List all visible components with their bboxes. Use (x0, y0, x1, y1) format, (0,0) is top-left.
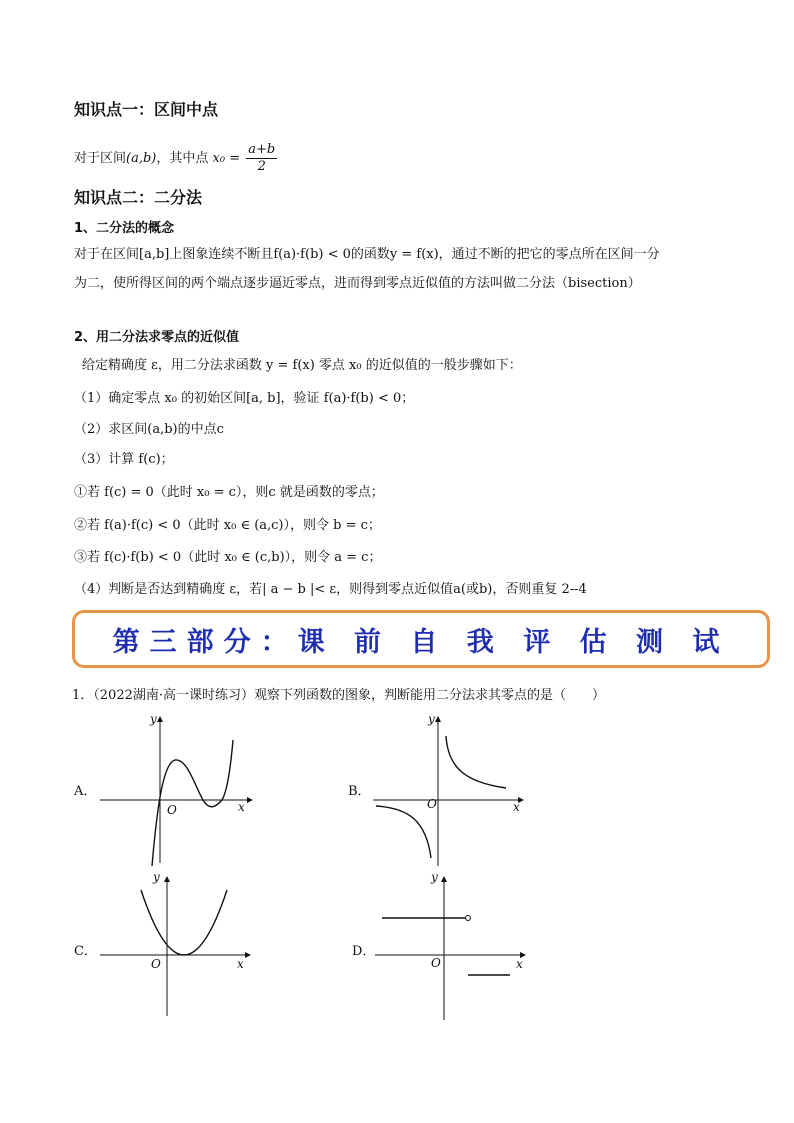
step-3b: ②若 f(a)·f(c) < 0（此时 x₀ ∈ (a,c)），则令 b = c； (74, 518, 381, 533)
step-3a: ①若 f(c) = 0（此时 x₀ = c），则c 就是函数的零点； (74, 485, 384, 500)
k1-text (74, 142, 277, 175)
graph-b-branch-right (446, 736, 506, 788)
k1-x0: x₀ = (212, 151, 241, 166)
graph-a-x-label: x (238, 800, 245, 814)
s1-line2: 为二，使所得区间的两个端点逐步逼近零点，进而得到零点近似值的方法叫做二分法（bisection） (74, 276, 641, 291)
graph-c-origin: O (151, 957, 161, 971)
midpoint-fraction (246, 142, 277, 175)
s2-title: 2、用二分法求零点的近似值 (74, 330, 240, 345)
k2-title: 知识点二：二分法 (74, 188, 203, 207)
graph-a-origin: O (167, 803, 177, 817)
graph-d-y-arrow (441, 876, 447, 882)
question-text: 1．（2022湖南·高一课时练习）观察下列函数的图象，判断能用二分法求其零点的是（ ） (72, 688, 605, 703)
section-banner (72, 610, 770, 668)
graph-a-x-arrow (247, 797, 253, 803)
graph-c-x-arrow (245, 952, 251, 958)
graph-b-x-label: x (513, 800, 520, 814)
k1-mid: ，其中点 (156, 151, 209, 166)
graph-c (95, 868, 255, 1018)
option-d-label[interactable]: D． (352, 944, 376, 959)
step-4: （4）判断是否达到精确度 ε，若| a − b |< ε，则得到零点近似值a(或b)，否则重复 2--4 (74, 582, 587, 597)
graph-c-parabola (141, 890, 227, 955)
graph-c-x-label: x (237, 957, 244, 971)
option-b-label[interactable]: B． (348, 784, 371, 799)
graph-b-y-arrow (435, 716, 441, 722)
banner-title: 第三部分：课 前 自 我 评 估 测 试 (112, 626, 730, 658)
graph-d (370, 868, 530, 1023)
graph-d-y-label: y (431, 870, 438, 884)
graph-a-y-arrow (157, 716, 163, 722)
k1-interval: (a,b) (126, 151, 157, 166)
fraction-denominator: 2 (257, 159, 266, 174)
graph-d-x-label: x (516, 957, 523, 971)
graph-c-y-arrow (164, 876, 170, 882)
s1-line1: 对于在区间[a,b]上图象连续不断且f(a)·f(b) < 0的函数y = f(x)，通过不断的把它的零点所在区间一分 (74, 247, 660, 262)
step-2: （2）求区间(a,b)的中点c (74, 422, 224, 437)
graph-c-y-label: y (153, 870, 160, 884)
graph-b-branch-left (376, 806, 431, 858)
step-3c: ③若 f(c)·f(b) < 0（此时 x₀ ∈ (c,b)），则令 a = c； (74, 550, 382, 565)
s1-title: 1、二分法的概念 (74, 221, 175, 236)
graph-d-origin: O (431, 956, 441, 970)
step-intro: 给定精确度 ε，用二分法求函数 y = f(x) 零点 x₀ 的近似值的一般步骤如下： (82, 358, 522, 373)
graph-a (95, 708, 255, 868)
fraction-numerator: a+b (248, 142, 276, 157)
k1-prefix: 对于区间 (74, 151, 127, 166)
step-1: （1）确定零点 x₀ 的初始区间[a, b]，验证 f(a)·f(b) < 0； (74, 391, 415, 406)
step-3: （3）计算 f(c)； (74, 452, 174, 467)
graph-b-origin: O (427, 797, 437, 811)
graph-b-y-label: y (428, 712, 435, 726)
graph-b (368, 708, 528, 868)
option-a-label[interactable]: A． (74, 784, 97, 799)
graph-a-curve (152, 740, 233, 866)
graph-a-y-label: y (150, 712, 157, 726)
k1-title: 知识点一：区间中点 (74, 100, 219, 119)
option-c-label[interactable]: C． (74, 944, 97, 959)
graph-d-open-point (466, 916, 471, 921)
